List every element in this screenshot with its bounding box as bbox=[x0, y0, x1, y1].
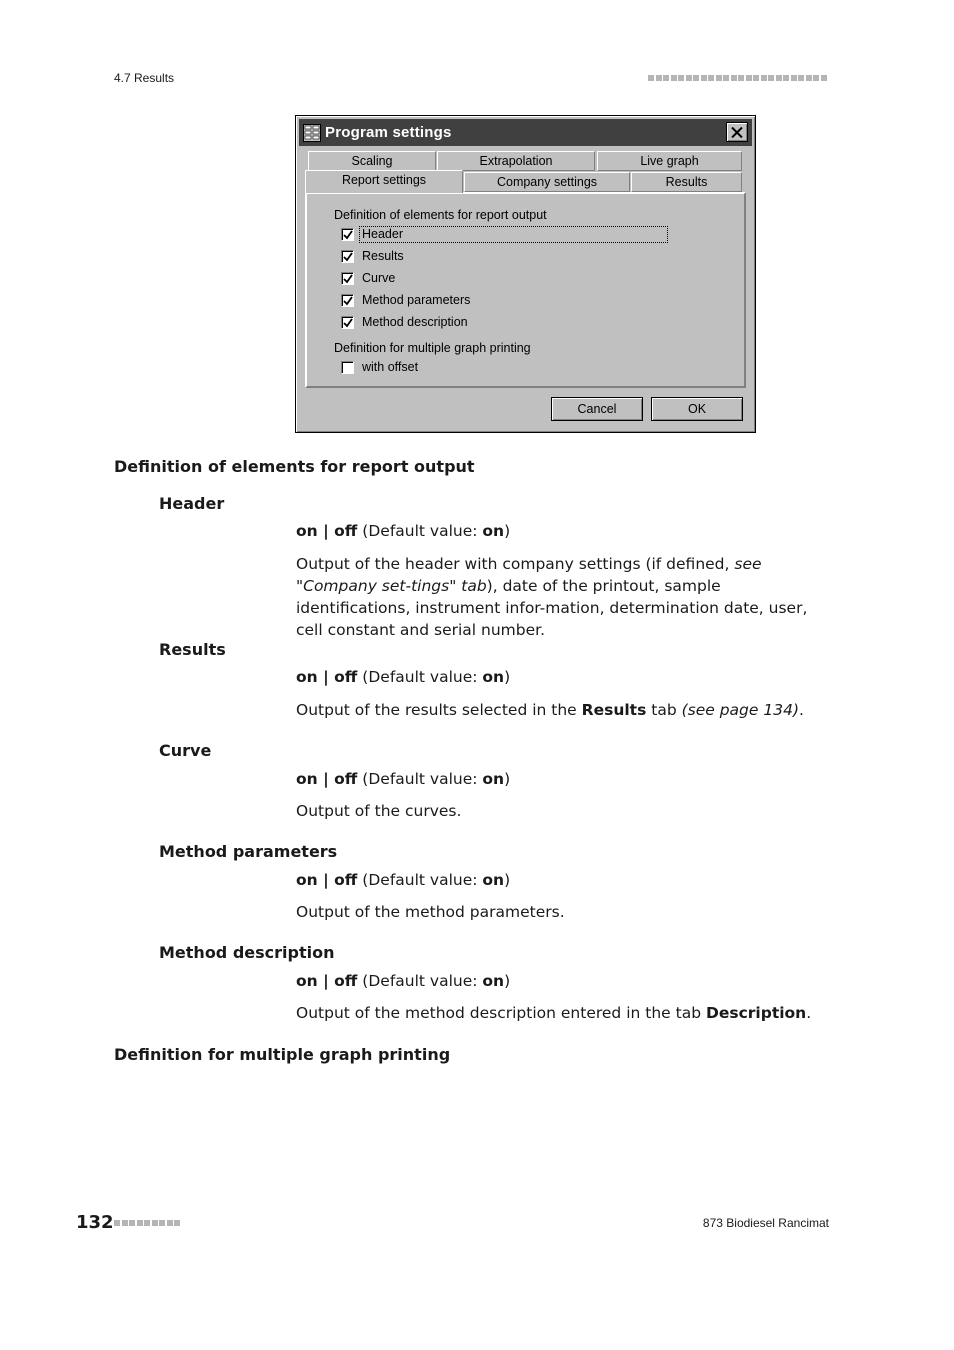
page-reference-link[interactable]: (see page 134) bbox=[681, 701, 799, 719]
checkbox-label: Header bbox=[359, 226, 668, 243]
header-decoration bbox=[648, 75, 828, 81]
report-settings-panel bbox=[305, 192, 746, 388]
default-value-line: on | off (Default value: on) bbox=[296, 871, 511, 889]
section-title-multiple-graph: Definition for multiple graph printing bbox=[114, 1045, 451, 1064]
checkbox-box[interactable] bbox=[341, 272, 354, 285]
checkbox-label: Method parameters bbox=[362, 293, 471, 307]
item-description: Output of the header with company settings (if defined, see "Company set-tings" tab), date of the printout, sample identifications, instrument infor-mation, determination date, user, cell constant and serial number. bbox=[296, 555, 808, 639]
ok-button[interactable]: OK bbox=[651, 397, 743, 421]
checkmark-icon bbox=[343, 296, 353, 306]
item-title: Curve bbox=[159, 741, 212, 760]
checkbox-box[interactable] bbox=[341, 228, 354, 241]
tab-extrapolation[interactable]: Extrapolation bbox=[437, 151, 595, 171]
item-title: Method parameters bbox=[159, 842, 338, 861]
window-icon bbox=[303, 124, 321, 142]
close-button[interactable] bbox=[726, 122, 748, 142]
checkmark-icon bbox=[343, 274, 353, 284]
item-description: Output of the method description entered in the tab Description. bbox=[296, 1004, 812, 1022]
item-description: Output of the results selected in the Results tab (see page 134). bbox=[296, 701, 804, 719]
checkbox-method-description[interactable] bbox=[341, 313, 468, 331]
checkmark-icon bbox=[343, 230, 353, 240]
checkbox-label: Curve bbox=[362, 271, 396, 285]
product-name: 873 Biodiesel Rancimat bbox=[702, 1216, 829, 1230]
checkbox-label: Method description bbox=[362, 315, 468, 329]
program-settings-dialog bbox=[295, 115, 756, 433]
checkbox-box[interactable] bbox=[341, 250, 354, 263]
checkbox-box[interactable] bbox=[341, 316, 354, 329]
tab-report-settings[interactable]: Report settings bbox=[305, 170, 463, 193]
item-description: Output of the method parameters. bbox=[296, 903, 565, 921]
dialog-titlebar bbox=[299, 119, 752, 146]
item-title: Results bbox=[159, 640, 226, 659]
checkbox-box[interactable] bbox=[341, 294, 354, 307]
checkbox-label: Results bbox=[362, 249, 404, 263]
checkbox-with-offset[interactable] bbox=[341, 358, 418, 376]
group-multiple-graph-label: Definition for multiple graph printing bbox=[334, 341, 531, 355]
checkbox-method-parameters[interactable] bbox=[341, 291, 470, 309]
checkmark-icon bbox=[343, 252, 353, 262]
close-icon bbox=[731, 127, 743, 138]
default-value-line: on | off (Default value: on) bbox=[296, 668, 511, 686]
checkmark-icon bbox=[343, 318, 353, 328]
item-title: Header bbox=[159, 494, 225, 513]
group-report-elements-label: Definition of elements for report output bbox=[334, 208, 547, 222]
default-value-line: on | off (Default value: on) bbox=[296, 770, 511, 788]
section-title-report-elements: Definition of elements for report output bbox=[114, 457, 475, 476]
footer-decoration bbox=[114, 1220, 182, 1226]
tab-live-graph[interactable]: Live graph bbox=[597, 151, 742, 171]
checkbox-header[interactable] bbox=[341, 225, 668, 243]
running-head: 4.7 Results bbox=[114, 71, 175, 85]
item-title: Method description bbox=[159, 943, 335, 962]
checkbox-box[interactable] bbox=[341, 361, 354, 374]
default-value-line: on | off (Default value: on) bbox=[296, 972, 511, 990]
item-description: Output of the curves. bbox=[296, 802, 462, 820]
checkbox-curve[interactable] bbox=[341, 269, 395, 287]
tab-results[interactable]: Results bbox=[631, 172, 742, 192]
dialog-title: Program settings bbox=[325, 124, 452, 141]
checkbox-results[interactable] bbox=[341, 247, 404, 265]
tab-scaling[interactable]: Scaling bbox=[308, 151, 436, 171]
default-value-line: on | off (Default value: on) bbox=[296, 522, 511, 540]
page-number: 132 bbox=[76, 1212, 114, 1233]
cancel-button[interactable]: Cancel bbox=[551, 397, 643, 421]
tab-company-settings[interactable]: Company settings bbox=[464, 172, 630, 192]
checkbox-label: with offset bbox=[362, 360, 419, 374]
